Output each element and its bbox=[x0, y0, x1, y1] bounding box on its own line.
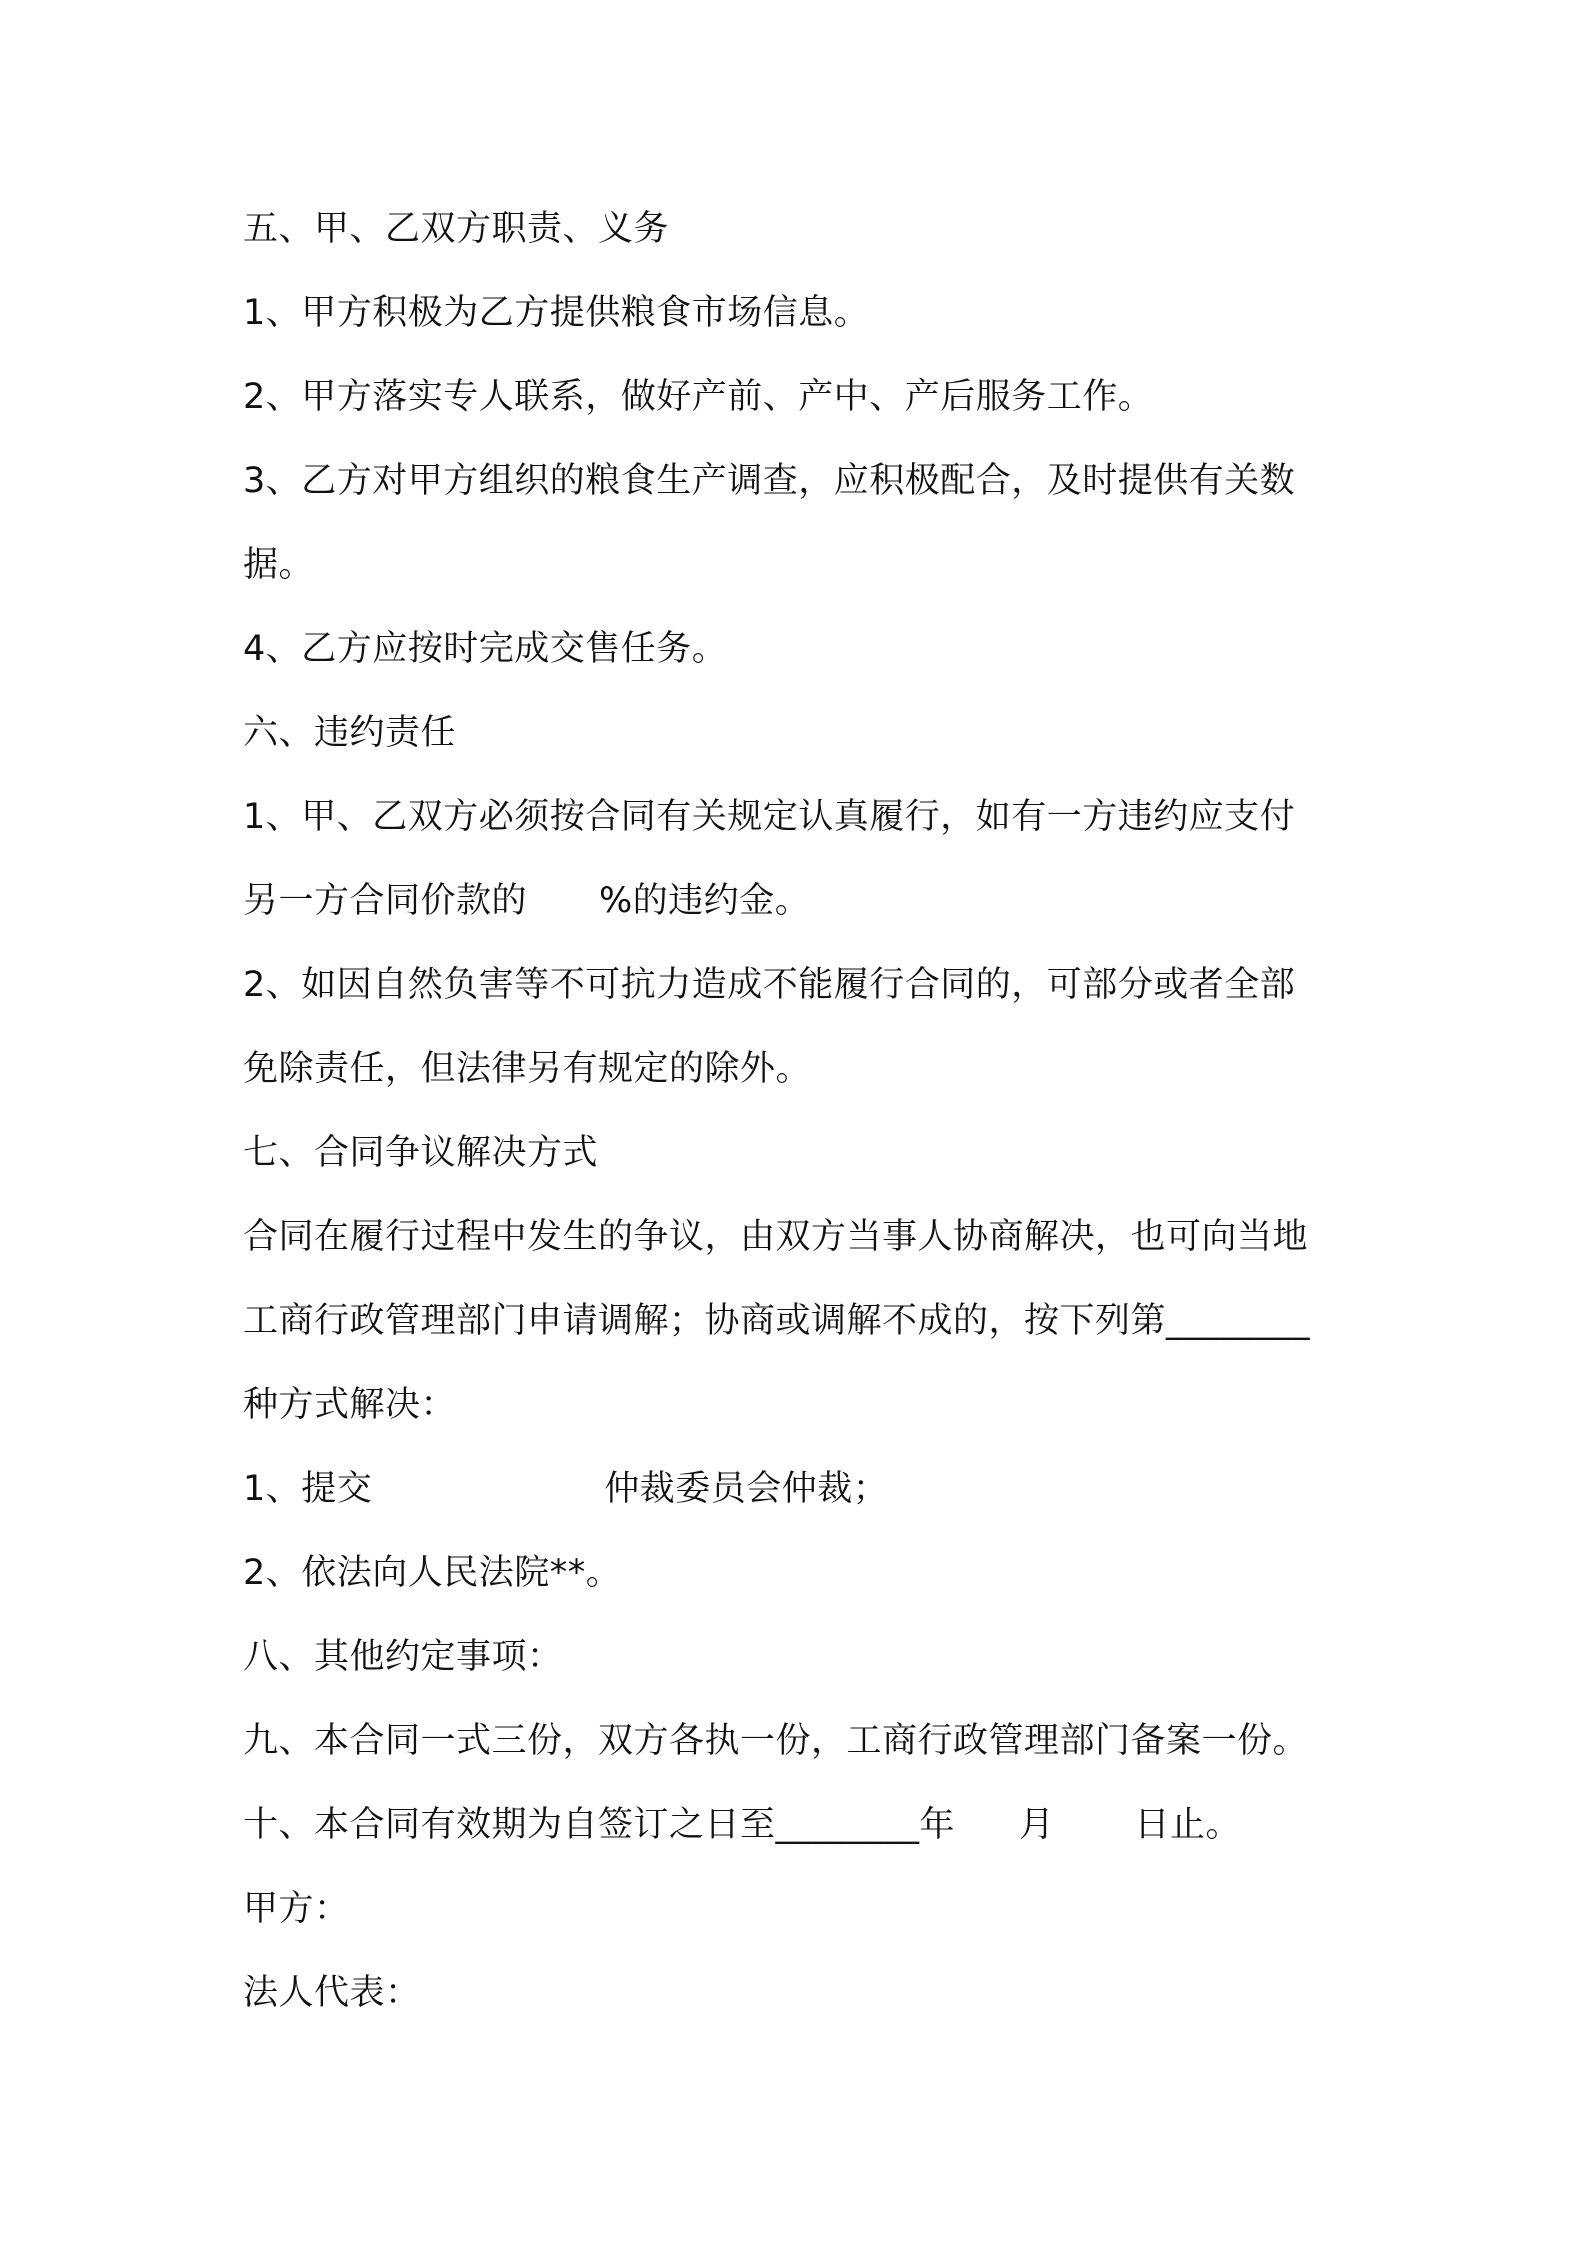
section-5-heading: 五、甲、乙双方职责、义务 bbox=[243, 209, 670, 249]
court-option: 2、依法向人民法院**。 bbox=[243, 1553, 622, 1593]
penalty-text: %的违约金。 bbox=[599, 881, 811, 921]
submit-text: 1、提交 bbox=[243, 1469, 373, 1509]
clause-5-3-line-2: 据。 bbox=[243, 545, 315, 585]
arbitration-option bbox=[243, 1466, 1363, 1512]
clause-6-1-line-2 bbox=[243, 878, 1363, 924]
party-a-label: 甲方： bbox=[243, 1889, 350, 1929]
clause-5-1: 1、甲方积极为乙方提供粮食市场信息。 bbox=[243, 293, 870, 333]
clause-6-1-line-1: 1、甲、乙双方必须按合同有关规定认真履行，如有一方违约应支付 bbox=[243, 797, 1296, 837]
validity-text: 十、本合同有效期为自签订之日至________年 bbox=[243, 1805, 956, 1845]
arbitration-committee-text: 仲裁委员会仲裁； bbox=[604, 1469, 889, 1509]
month-text: 月 bbox=[1019, 1805, 1055, 1845]
section-6-heading: 六、违约责任 bbox=[243, 713, 457, 753]
clause-6-2-line-1: 2、如因自然负害等不可抗力造成不能履行合同的，可部分或者全部 bbox=[243, 965, 1296, 1005]
clause-5-4: 4、乙方应按时完成交售任务。 bbox=[243, 629, 728, 669]
section-7-heading: 七、合同争议解决方式 bbox=[243, 1133, 599, 1173]
section-8-heading: 八、其他约定事项： bbox=[243, 1637, 563, 1677]
clause-5-2: 2、甲方落实专人联系，做好产前、产中、产后服务工作。 bbox=[243, 377, 1154, 417]
day-end-text: 日止。 bbox=[1134, 1805, 1242, 1845]
section-7-body-line-1: 合同在履行过程中发生的争议，由双方当事人协商解决，也可向当地 bbox=[243, 1217, 1309, 1257]
clause-5-3-line-1: 3、乙方对甲方组织的粮食生产调查，应积极配合，及时提供有关数 bbox=[243, 461, 1296, 501]
section-10 bbox=[243, 1802, 1363, 1848]
section-9: 九、本合同一式三份，双方各执一份，工商行政管理部门备案一份。 bbox=[243, 1721, 1309, 1761]
section-7-body-line-2: 工商行政管理部门申请调解；协商或调解不成的，按下列第________ bbox=[243, 1301, 1311, 1341]
legal-representative-label: 法人代表： bbox=[243, 1973, 421, 2013]
section-7-body-line-3: 种方式解决： bbox=[243, 1385, 457, 1425]
clause-6-2-line-2: 免除责任，但法律另有规定的除外。 bbox=[243, 1049, 812, 1089]
contract-price-text: 另一方合同价款的 bbox=[243, 881, 528, 921]
